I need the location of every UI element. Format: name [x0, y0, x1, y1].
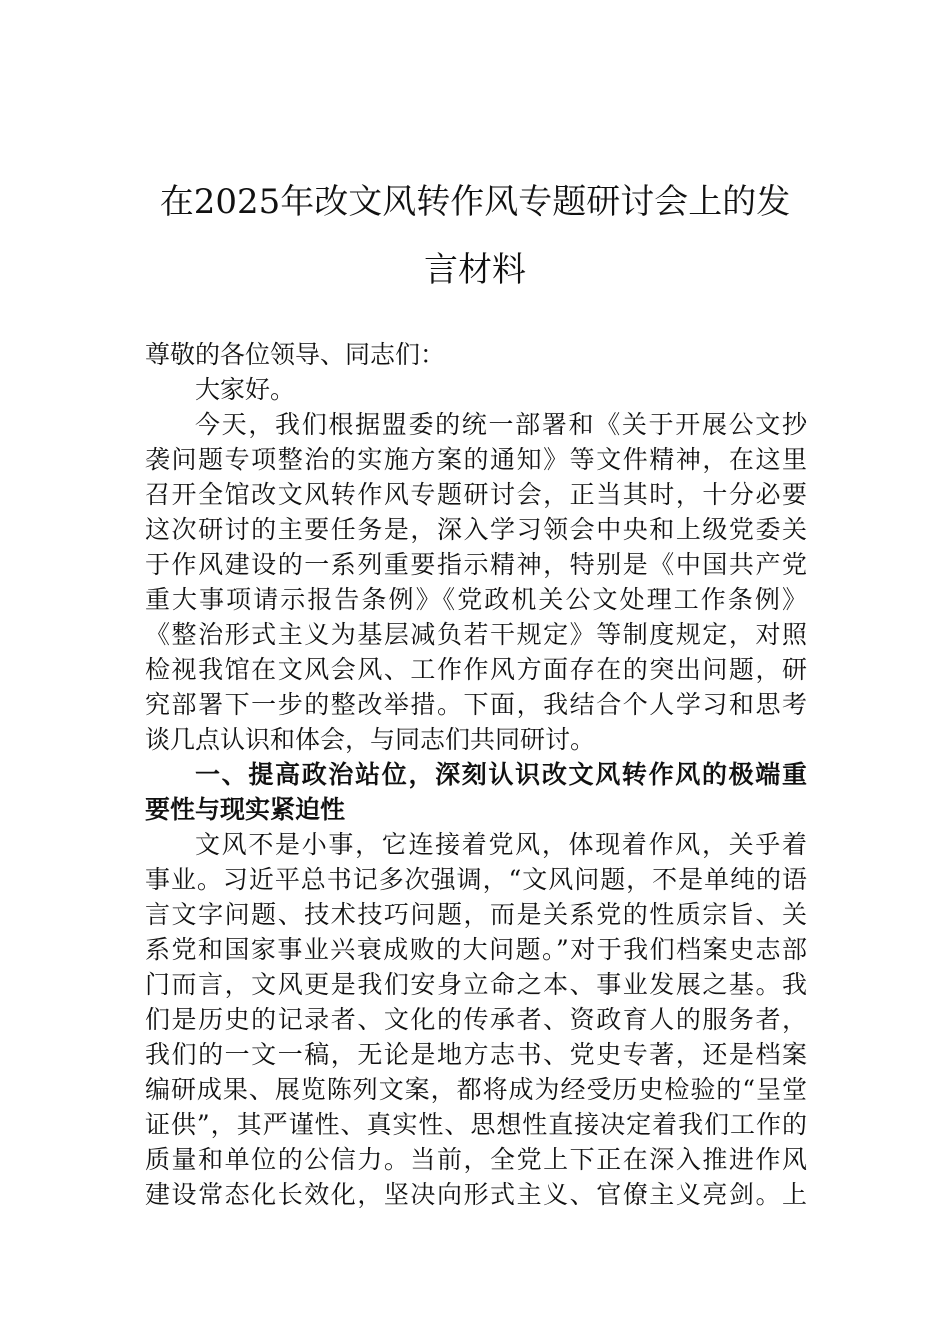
paragraph-line: 于作风建设的一系列重要指示精神，特别是《中国共产党: [145, 550, 807, 579]
paragraph-line: 袭问题专项整治的实施方案的通知》等文件精神，在这里: [145, 445, 807, 474]
paragraph-line: 召开全馆改文风转作风专题研讨会，正当其时，十分必要: [145, 480, 807, 509]
paragraph-line: 《整治形式主义为基层减负若干规定》等制度规定，对照: [145, 620, 807, 649]
document-body: [145, 337, 807, 1212]
paragraph-line: 文风不是小事，它连接着党风，体现着作风，关乎着: [195, 830, 807, 859]
section-heading: 要性与现实紧迫性: [145, 795, 346, 824]
salutation: 尊敬的各位领导、同志们：: [145, 340, 446, 369]
title-line-1: 在2025年改文风转作风专题研讨会上的发: [159, 182, 791, 222]
greeting: 大家好。: [195, 375, 296, 404]
paragraph-line: 谈几点认识和体会，与同志们共同研讨。: [145, 725, 596, 754]
paragraph-line: 我们的一文一稿，无论是地方志书、党史专著，还是档案: [145, 1040, 807, 1069]
paragraph-line: 检视我馆在文风会风、工作作风方面存在的突出问题，研: [145, 655, 807, 684]
paragraph-line: 系党和国家事业兴衰成败的大问题。”对于我们档案史志部: [145, 935, 807, 964]
paragraph-line: 们是历史的记录者、文化的传承者、资政育人的服务者，: [145, 1005, 807, 1034]
paragraph-line: 编研成果、展览陈列文案，都将成为经受历史检验的“呈堂: [145, 1075, 807, 1104]
paragraph-line: 这次研讨的主要任务是，深入学习领会中央和上级党委关: [145, 515, 807, 544]
paragraph-line: 质量和单位的公信力。当前，全党上下正在深入推进作风: [145, 1145, 807, 1174]
paragraph-line: 究部署下一步的整改举措。下面，我结合个人学习和思考: [145, 690, 807, 719]
paragraph-line: 建设常态化长效化，坚决向形式主义、官僚主义亮剑。上: [145, 1180, 807, 1209]
paragraph-line: 事业。习近平总书记多次强调，“文风问题，不是单纯的语: [145, 865, 807, 894]
paragraph-line: 言文字问题、技术技巧问题，而是关系党的性质宗旨、关: [145, 900, 807, 929]
paragraph-line: 证供”，其严谨性、真实性、思想性直接决定着我们工作的: [145, 1110, 807, 1139]
paragraph-line: 重大事项请示报告条例》《党政机关公文处理工作条例》: [145, 585, 807, 614]
title-line-2: 言材料: [424, 250, 526, 290]
paragraph-line: 门而言，文风更是我们安身立命之本、事业发展之基。我: [145, 970, 807, 999]
paragraph-line: 今天，我们根据盟委的统一部署和《关于开展公文抄: [195, 410, 807, 439]
section-heading: 一、提高政治站位，深刻认识改文风转作风的极端重: [195, 760, 807, 789]
